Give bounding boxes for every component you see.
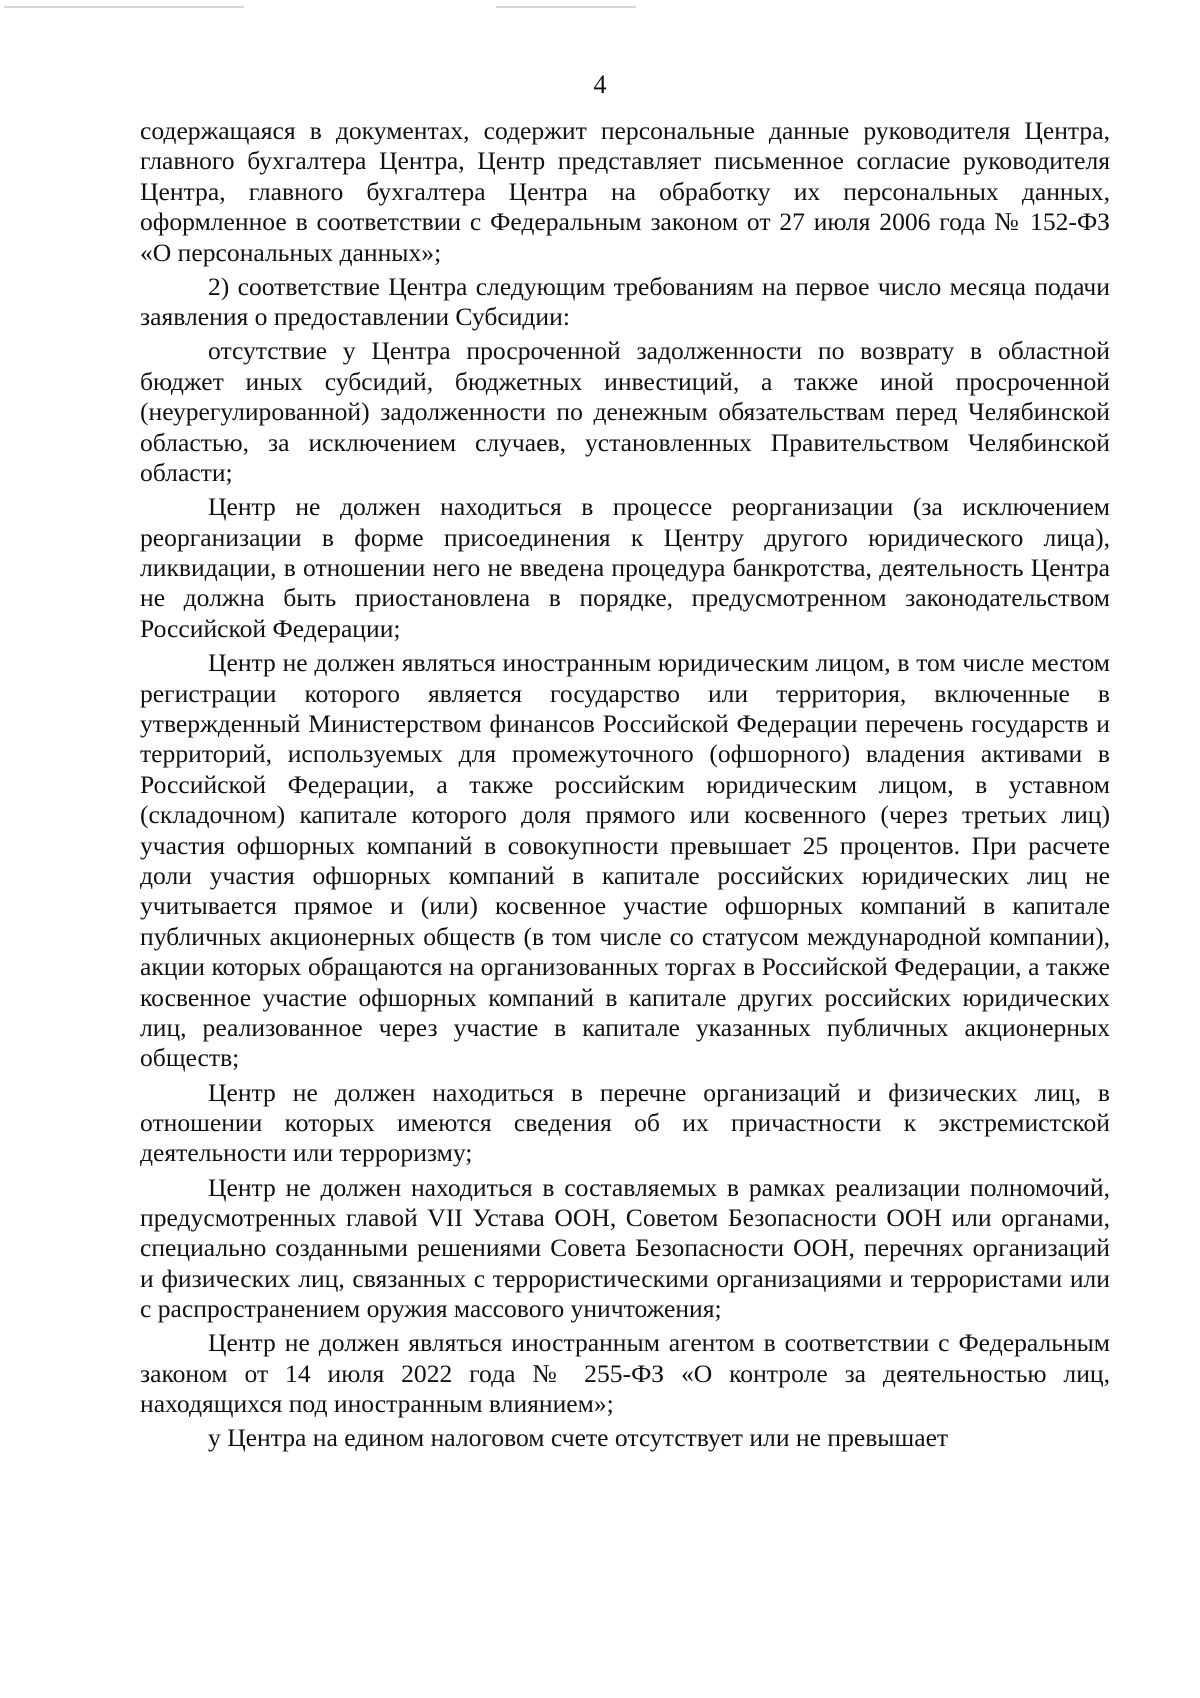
paragraph-not-foreign-entity: Центр не должен являться иностранным юридическим лицом, в том числе местом регистрации которого является государство или территория, включенные в утвержденный Министерством финансов Российской Федерации перечень государств и территорий, используемых для промежуточного (офшорного) владения активами в Российской Федерации, а также российским юридическим лицом, в уставном (складочном) капитале которого доля прямого или косвенного (через третьих лиц) участия офшорных компаний в совокупности превышает 25 процентов. При расчете доли участия офшорных компаний в капитале российских юридических лиц не учитывается прямое и (или) косвенное участие офшорных компаний в капитале публичных акционерных обществ (в том числе со статусом международной компании), акции которых обращаются на организованных торгах в Российской Федерации, а также косвенное участие офшорных компаний в капитале других российских юридических лиц, реализованное через участие в капитале указанных публичных акционерных обществ;: [140, 648, 1110, 1073]
paragraph-no-overdue-debt: отсутствие у Центра просроченной задолженности по возврату в областной бюджет иных субсидий, бюджетных инвестиций, а также иной просроченной (неурегулированной) задолженности по денежным обязательствам перед Челябинской областью, за исключением случаев, установленных Правительством Челябинской области;: [140, 336, 1110, 488]
paragraph-personal-data-consent: содержащаяся в документах, содержит персональные данные руководителя Центра, главного бухгалтера Центра, Центр представляет письменное согласие руководителя Центра, главного бухгалтера Центра на обработку их персональных данных, оформленное в соответствии с Федеральным законом от 27 июля 2006 года № 152-ФЗ «О персональных данных»;: [140, 116, 1110, 267]
paragraph-tax-account: у Центра на едином налоговом счете отсутствует или не превышает: [208, 1423, 949, 1453]
paragraph-not-foreign-agent: Центр не должен являться иностранным агентом в соответствии с Федеральным законом от 14 июля 2022 года № 255-ФЗ «О контроле за деятельностью лиц, находящихся под иностранным влиянием»;: [140, 1328, 1110, 1419]
scan-artifact-center: [496, 6, 636, 8]
document-body: [140, 116, 1110, 1458]
page-number: 4: [593, 70, 607, 99]
paragraph-center-requirements: 2) соответствие Центра следующим требованиям на первое число месяца подачи заявления о предоставлении Субсидии:: [140, 271, 1110, 332]
paragraph-no-reorganization: Центр не должен находиться в процессе реорганизации (за исключением реорганизации в форме присоединения к Центру другого юридического лица), ликвидации, в отношении него не введена процедура банкротства, деятельность Центра не должна быть приостановлена в порядке, предусмотренном законодательством Российской Федерации;: [140, 492, 1110, 643]
paragraph-not-un-sanctions-list: Центр не должен находиться в составляемых в рамках реализации полномочий, предусмотренных главой VII Устава ООН, Советом Безопасности ООН или органами, специально созданными решениями Совета Безопасности ООН, перечнях организаций и физических лиц, связанных с террористическими организациями и террористами или с распространением оружия массового уничтожения;: [140, 1172, 1110, 1324]
paragraph-not-extremist-list: Центр не должен находиться в перечне организаций и физических лиц, в отношении которых имеются сведения об их причастности к экстремистской деятельности или терроризму;: [140, 1077, 1110, 1168]
scan-artifact-left: [4, 6, 244, 8]
